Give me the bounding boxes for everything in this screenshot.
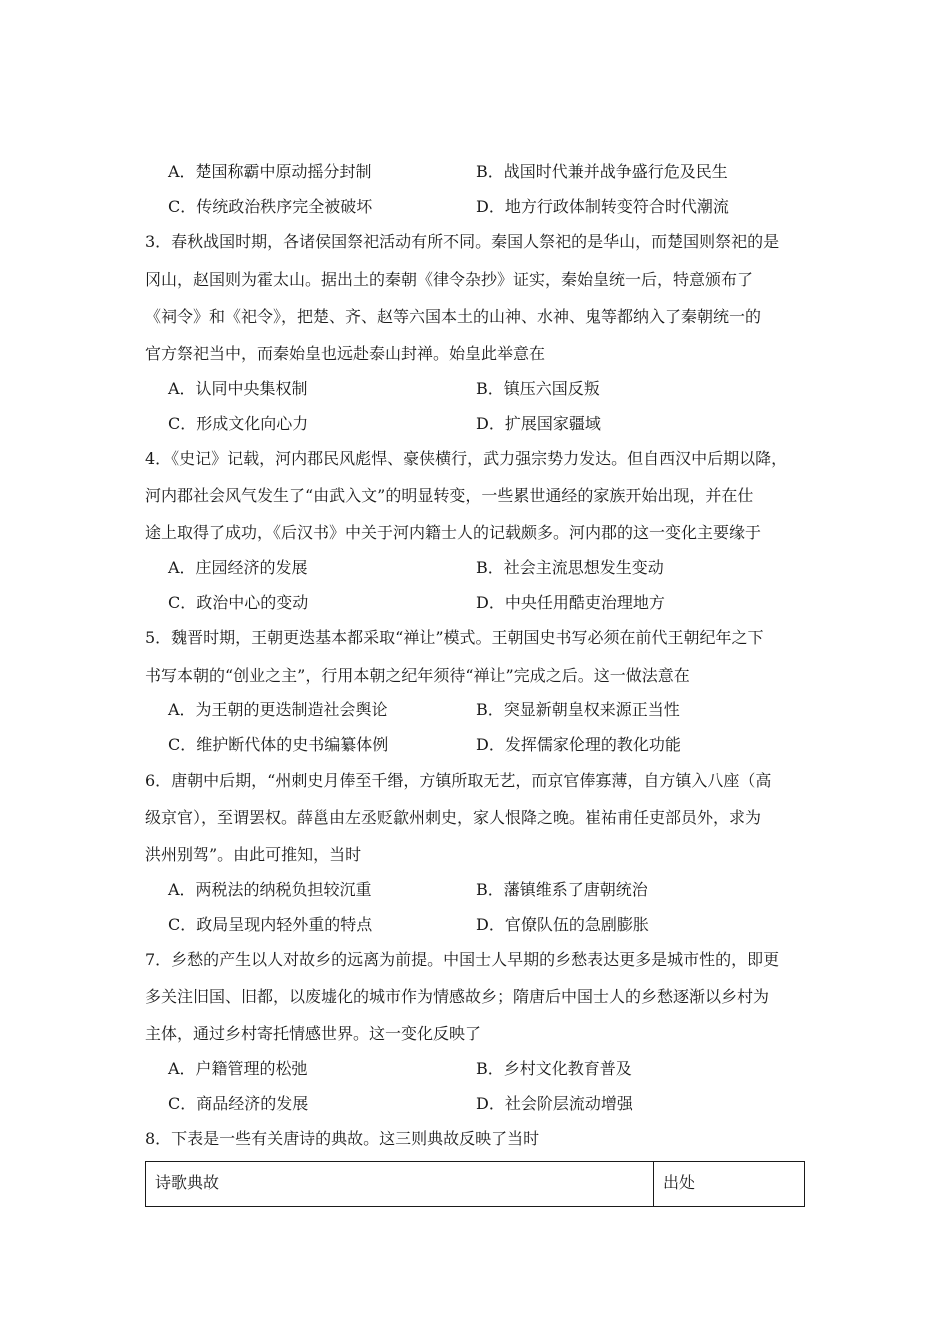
q4-option-c: C．政治中心的变动 — [168, 593, 309, 612]
q6-option-b: B．藩镇维系了唐朝统治 — [476, 880, 648, 899]
q6-stem-line-3: 洪州别驾”。由此可推知，当时 — [145, 845, 362, 864]
q7-option-a: A．户籍管理的松弛 — [168, 1059, 308, 1078]
q6-stem-line-1: 6．唐朝中后期，“州刺史月俸至千缗，方镇所取无艺，而京官俸寡薄，自方镇入八座（高 — [145, 771, 772, 790]
q7-stem-line-3: 主体，通过乡村寄托情感世界。这一变化反映了 — [145, 1024, 482, 1043]
q4-stem-line-3: 途上取得了成功，《后汉书》中关于河内籍士人的记载颇多。河内郡的这一变化主要缘于 — [145, 523, 762, 542]
q7-option-b: B．乡村文化教育普及 — [476, 1059, 632, 1078]
q7-option-d: D．社会阶层流动增强 — [476, 1094, 633, 1113]
q5-stem-line-2: 书写本朝的“创业之主”，行用本朝之纪年须待“禅让”完成之后。这一做法意在 — [145, 666, 690, 685]
q8-table — [145, 1161, 805, 1207]
q3-option-a: A．认同中央集权制 — [168, 379, 308, 398]
q4-option-a: A．庄园经济的发展 — [168, 558, 308, 577]
q8-stem: 8．下表是一些有关唐诗的典故。这三则典故反映了当时 — [145, 1129, 540, 1148]
q3-stem-line-2: 冈山，赵国则为霍太山。据出土的秦朝《律令杂抄》证实，秦始皇统一后，特意颁布了 — [145, 270, 754, 289]
q7-option-c: C．商品经济的发展 — [168, 1094, 309, 1113]
q6-option-a: A．两税法的纳税负担较沉重 — [168, 880, 372, 899]
q4-option-b: B．社会主流思想发生变动 — [476, 558, 664, 577]
table-column-divider — [653, 1162, 654, 1206]
q6-option-d: D．官僚队伍的急剧膨胀 — [476, 915, 649, 934]
q3-stem-line-4: 官方祭祀当中，而秦始皇也远赴泰山封禅。始皇此举意在 — [145, 344, 546, 363]
q4-stem-line-1: 4．《史记》记载，河内郡民风彪悍、豪侠横行，武力强宗势力发达。但自西汉中后期以降， — [145, 449, 788, 468]
q7-stem-line-1: 7．乡愁的产生以人对故乡的远离为前提。中国士人早期的乡愁表达更多是城市性的，即更 — [145, 950, 780, 969]
q5-option-c: C．维护断代体的史书编纂体例 — [168, 735, 389, 754]
q3-stem-line-3: 《祠令》和《祀令》，把楚、齐、赵等六国本土的山神、水神、鬼等都纳入了秦朝统一的 — [145, 307, 762, 326]
q2-option-b: B．战国时代兼并战争盛行危及民生 — [476, 162, 728, 181]
q3-stem-line-1: 3．春秋战国时期，各诸侯国祭祀活动有所不同。秦国人祭祀的是华山，而楚国则祭祀的是 — [145, 232, 780, 251]
q6-stem-line-2: 级京官），至谓罢权。薛邕由左丞贬歙州刺史，家人恨降之晚。崔祐甫任吏部员外，求为 — [145, 808, 762, 827]
table-header-poem: 诗歌典故 — [155, 1173, 220, 1192]
q3-option-c: C．形成文化向心力 — [168, 414, 309, 433]
q3-option-d: D．扩展国家疆域 — [476, 414, 601, 433]
q5-stem-line-1: 5．魏晋时期，王朝更迭基本都采取“禅让”模式。王朝国史书写必须在前代王朝纪年之下 — [145, 628, 764, 647]
q6-option-c: C．政局呈现内轻外重的特点 — [168, 915, 373, 934]
q5-option-b: B．突显新朝皇权来源正当性 — [476, 700, 680, 719]
q4-stem-line-2: 河内郡社会风气发生了“由武入文”的明显转变，一些累世通经的家族开始出现，并在仕 — [145, 486, 754, 505]
q5-option-d: D．发挥儒家伦理的教化功能 — [476, 735, 681, 754]
q2-option-a: A．楚国称霸中原动摇分封制 — [168, 162, 372, 181]
q4-option-d: D．中央任用酷吏治理地方 — [476, 593, 665, 612]
q3-option-b: B．镇压六国反叛 — [476, 379, 600, 398]
q7-stem-line-2: 多关注旧国、旧都，以废墟化的城市作为情感故乡；隋唐后中国士人的乡愁逐渐以乡村为 — [145, 987, 770, 1006]
q5-option-a: A．为王朝的更迭制造社会舆论 — [168, 700, 388, 719]
table-header-source: 出处 — [663, 1173, 696, 1192]
q2-option-d: D．地方行政体制转变符合时代潮流 — [476, 197, 729, 216]
q2-option-c: C．传统政治秩序完全被破坏 — [168, 197, 373, 216]
